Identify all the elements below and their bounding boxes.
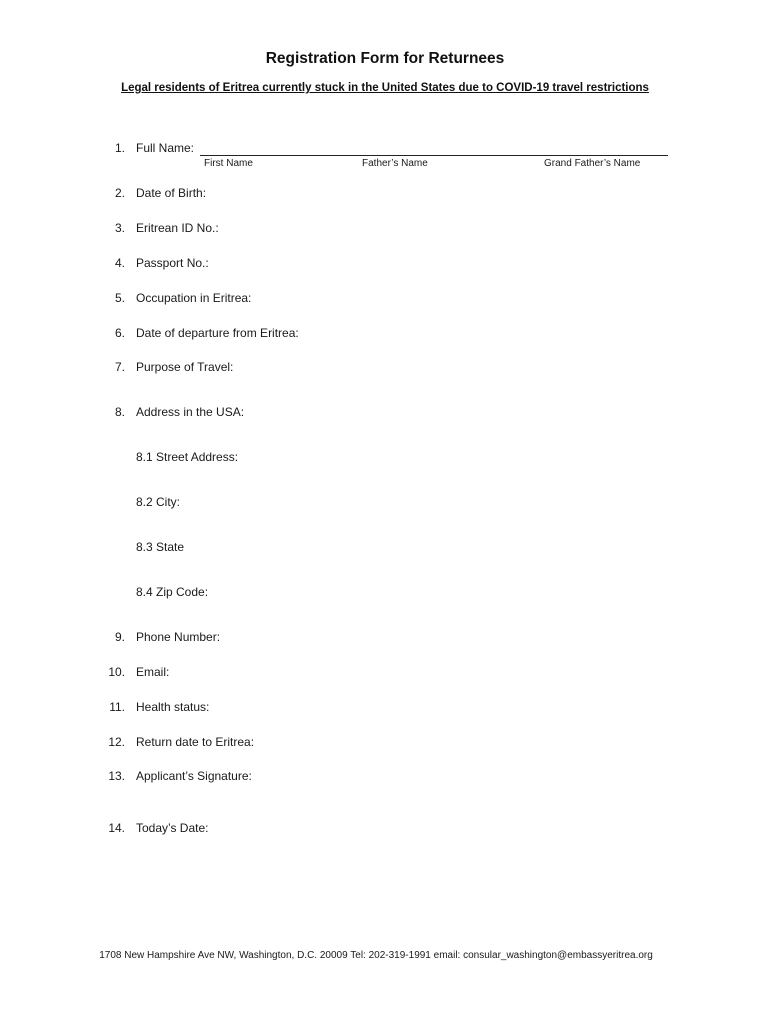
field-label: Date of Birth: xyxy=(136,186,207,200)
field-label: 8.3 State xyxy=(136,540,185,554)
field-number: 11. xyxy=(109,700,125,714)
grandfathers-name-caption: Grand Father’s Name xyxy=(544,158,641,169)
field-label: 8.1 Street Address: xyxy=(136,450,239,464)
form-title: Registration Form for Returnees xyxy=(265,50,505,67)
field-number: 2. xyxy=(114,186,125,200)
field-number: 3. xyxy=(114,221,125,235)
field-number: 10. xyxy=(108,665,125,679)
field-label: Today’s Date: xyxy=(136,821,209,835)
field-number: 4. xyxy=(114,256,125,270)
form-subtitle: Legal residents of Eritrea currently stuck in the United States due to COVID-19 travel restrictions xyxy=(121,82,649,94)
field-label: Applicant’s Signature: xyxy=(136,769,252,783)
first-name-caption: First Name xyxy=(204,158,253,169)
field-number: 13. xyxy=(108,769,125,783)
field-number: 5. xyxy=(114,291,125,305)
field-label: Return date to Eritrea: xyxy=(136,735,255,749)
field-label: Address in the USA: xyxy=(136,405,245,419)
fathers-name-caption: Father’s Name xyxy=(362,158,428,169)
contact-footer: 1708 New Hampshire Ave NW, Washington, D.C. 20009 Tel: 202-319-1991 email: consular_washington@embassyeritrea.org xyxy=(99,950,653,961)
field-number: 7. xyxy=(114,360,125,374)
field-number: 9. xyxy=(114,630,125,644)
field-number: 1. xyxy=(114,141,125,155)
field-label: Full Name: xyxy=(136,141,195,155)
field-label: Date of departure from Eritrea: xyxy=(136,326,299,340)
field-label: 8.4 Zip Code: xyxy=(136,585,209,599)
field-label: Health status: xyxy=(136,700,210,714)
field-number: 8. xyxy=(114,405,125,419)
field-label: Phone Number: xyxy=(136,630,221,644)
full-name-input-line[interactable] xyxy=(200,155,668,156)
field-label: 8.2 City: xyxy=(136,495,181,509)
field-number: 6. xyxy=(114,326,125,340)
field-label: Passport No.: xyxy=(136,256,209,270)
field-label: Purpose of Travel: xyxy=(136,360,234,374)
field-label: Eritrean ID No.: xyxy=(136,221,219,235)
field-label: Occupation in Eritrea: xyxy=(136,291,252,305)
field-number: 12. xyxy=(108,735,125,749)
field-number: 14. xyxy=(108,821,125,835)
field-label: Email: xyxy=(136,665,170,679)
